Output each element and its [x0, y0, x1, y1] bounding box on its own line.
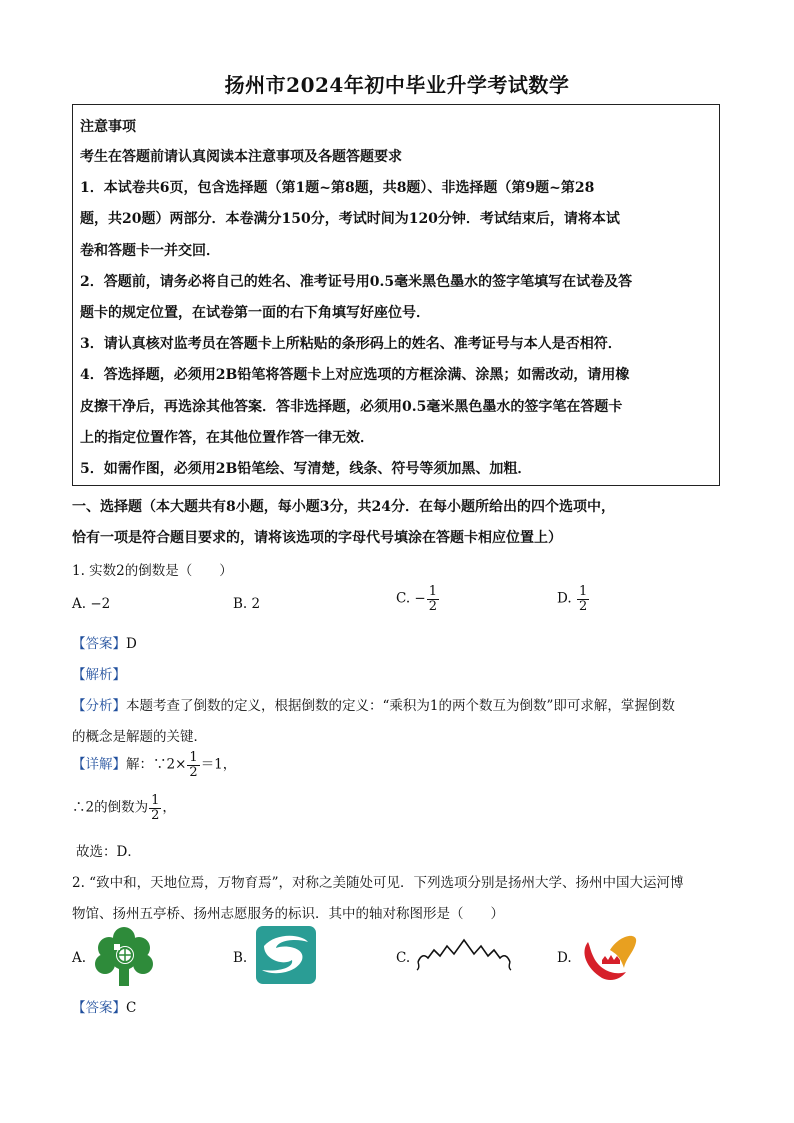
fenxi-text-1: 本题考查了倒数的定义，根据倒数的定义：“乘积为1的两个数互为倒数”即可求解，掌握倒数	[126, 698, 675, 714]
detail-post: ＝1，	[200, 756, 237, 773]
fraction-numerator: 1	[578, 584, 588, 599]
five-pavilion-bridge-logo	[414, 938, 514, 972]
q2-stem-line-2: 物馆、扬州五亭桥、扬州志愿服务的标识．其中的轴对称图形是（ ）	[72, 906, 504, 922]
answer-value: C	[126, 1000, 137, 1016]
notice-line-7: 4．答选择题，必须用2B铅笔将答题卡上对应选项的方框涂满、涂黑；如需改动，请用橡	[80, 367, 630, 383]
q1-option-d-label: D.	[557, 590, 572, 607]
q1-analysis-tag	[72, 663, 126, 683]
fraction-numerator: 1	[151, 793, 160, 808]
q2-option-c-label: C.	[396, 950, 411, 966]
notice-line-2: 题，共20题）两部分．本卷满分150分，考试时间为120分钟．考试结束后，请将本试	[80, 211, 620, 227]
q1-conclusion: 故选：D．	[76, 844, 141, 860]
notice-line-8: 皮擦干净后，再选涂其他答案．答非选择题，必须用0.5毫米黑色墨水的签字笔在答题卡	[80, 399, 623, 415]
q1-option-c-fraction	[427, 585, 439, 613]
notice-line-5: 题卡的规定位置，在试卷第一面的右下角填写好座位号．	[80, 305, 430, 321]
q1-therefore	[72, 794, 176, 822]
analysis-tag: 【解析】	[72, 667, 126, 683]
answer-value: D	[126, 636, 137, 652]
q1-fenxi-line-1	[72, 694, 675, 714]
q2-option-b-label: B.	[233, 950, 248, 966]
therefore-post: ，	[162, 799, 176, 816]
notice-line-1: 1．本试卷共6页，包含选择题（第1题~第8题，共8题）、非选择题（第9题~第28	[80, 180, 595, 196]
q1-answer	[72, 632, 137, 652]
detail-fraction	[187, 751, 199, 779]
detail-tag: 【详解】	[72, 756, 126, 773]
q2-answer	[72, 996, 136, 1016]
therefore-pre: ∴2的倒数为	[72, 799, 149, 816]
notice-intro: 考生在答题前请认真阅读本注意事项及各题答题要求	[80, 149, 402, 165]
bridge-roofline-icon	[418, 940, 510, 962]
yangzhou-university-logo	[92, 924, 156, 988]
q2-option-a-label: A.	[72, 950, 87, 966]
q1-option-a: A. −2	[72, 596, 111, 612]
fraction-denominator: 2	[578, 598, 588, 614]
fenxi-tag: 【分析】	[72, 698, 126, 714]
fraction-numerator: 1	[428, 584, 438, 599]
notice-line-4: 2．答题前，请务必将自己的姓名、准考证号用0.5毫米黑色墨水的签字笔填写在试卷及答	[80, 274, 633, 290]
fraction-numerator: 1	[189, 750, 198, 765]
q1-stem: 1. 实数2的倒数是（ ）	[72, 563, 233, 579]
q1-detail	[72, 751, 236, 779]
fraction-denominator: 2	[189, 764, 198, 780]
notice-heading: 注意事项	[80, 119, 136, 135]
q1-fenxi-line-2: 的概念是解题的关键．	[72, 729, 207, 745]
notice-line-3: 卷和答题卡一并交回．	[80, 243, 220, 259]
section-heading-line-1: 一、选择题（本大题共有8小题，每小题3分，共24分．在每小题所给出的四个选项中，	[72, 499, 615, 515]
q1-option-d-fraction	[577, 585, 589, 613]
answer-tag: 【答案】	[72, 1000, 126, 1016]
q1-option-b: B. 2	[233, 596, 261, 612]
volunteer-service-logo	[580, 928, 640, 984]
fraction-denominator: 2	[151, 807, 160, 823]
q1-option-d	[557, 585, 590, 613]
q2-option-d-label: D.	[557, 950, 572, 966]
detail-pre: 解：∵2×	[126, 756, 187, 773]
q2-stem-line-1: 2. “致中和，天地位焉，万物育焉”，对称之美随处可见．下列选项分别是扬州大学、扬州中国大运河博	[72, 875, 684, 891]
q1-option-c-label: C. −	[396, 590, 426, 607]
notice-line-10: 5．如需作图，必须用2B铅笔绘、写清楚，线条、符号等须加黑、加粗．	[80, 461, 532, 477]
fraction-denominator: 2	[428, 598, 438, 614]
q1-option-c	[396, 585, 440, 613]
answer-tag: 【答案】	[72, 636, 126, 652]
notice-line-9: 上的指定位置作答，在其他位置作答一律无效．	[80, 430, 374, 446]
section-heading-line-2: 恰有一项是符合题目要求的，请将该选项的字母代号填涂在答题卡相应位置上）	[72, 530, 562, 546]
notice-line-6: 3．请认真核对监考员在答题卡上所粘贴的条形码上的姓名、准考证号与本人是否相符．	[80, 336, 622, 352]
grand-canal-museum-logo	[256, 926, 316, 984]
therefore-fraction	[149, 794, 161, 822]
page-title: 扬州市2024年初中毕业升学考试数学	[224, 73, 570, 97]
pavilion-icon	[602, 955, 620, 964]
